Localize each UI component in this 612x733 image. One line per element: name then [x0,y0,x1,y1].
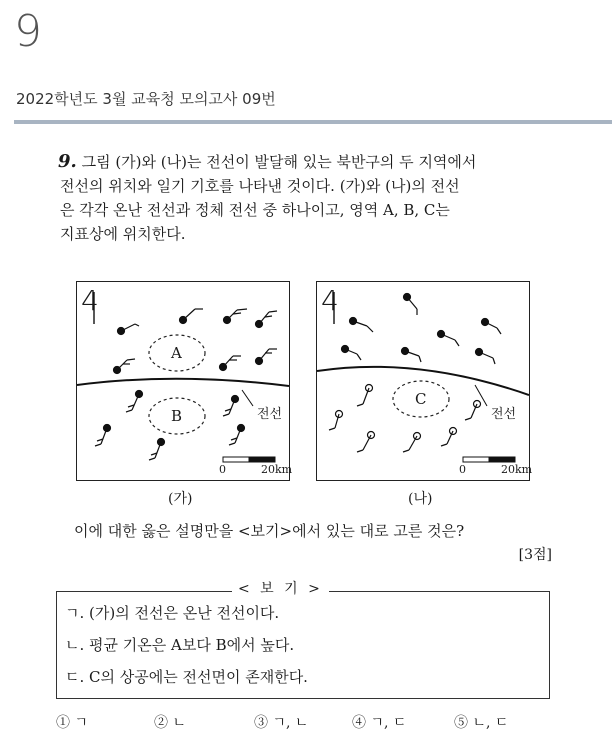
north-mark: 4 [81,284,99,317]
prompt: 이에 대한 옳은 설명만을 <보기>에서 있는 대로 고른 것은? [74,522,465,540]
choice-5[interactable]: ⑤ ㄴ, ㄷ [454,715,509,731]
front-label: 전선 [491,407,517,422]
scale-bar-black [249,457,275,462]
north-mark: 4 [321,284,339,317]
bogi-item-1: ㄱ. (가)의 전선은 온난 전선이다. [65,604,280,622]
front-line [77,379,289,386]
scale-zero: 0 [219,463,226,476]
scale-end: 20km [501,463,533,476]
choice-2[interactable]: ② ㄴ [154,715,186,731]
scale-zero: 0 [459,463,466,476]
weather-symbols-north [114,309,278,374]
exam-title: 2022학년도 3월 교육청 모의고사 09번 [16,90,276,108]
problem-number: 9 [14,6,43,57]
scale-bar-white [463,457,489,462]
choice-3[interactable]: ③ ㄱ, ㄴ [254,715,309,731]
bogi-title: < 보 기 > [232,578,329,598]
region-a-label: A [171,344,182,362]
question-number: 9. [58,151,77,172]
weather-symbols-south [95,391,245,461]
scale-bar-white [223,457,249,462]
caption-ga: (가) [168,491,193,507]
map-na-svg [317,282,529,480]
choice-4[interactable]: ④ ㄱ, ㄷ [352,715,407,731]
bogi-box [56,591,550,699]
question-line-2: 전선의 위치와 일기 기호를 나타낸 것이다. (가)와 (나)의 전선 [60,177,460,195]
front-leader [242,390,253,406]
caption-na: (나) [408,491,433,507]
bogi-item-2: ㄴ. 평균 기온은 A보다 B에서 높다. [65,636,295,654]
front-label: 전선 [257,407,283,422]
map-ga-svg [77,282,289,480]
region-b-label: B [171,407,183,425]
choice-1[interactable]: ① ㄱ [56,715,88,731]
region-c-label: C [415,390,427,408]
points: [3점] [518,547,552,563]
map-ga [76,281,293,481]
scale-bar-black [489,457,515,462]
question-line-4: 지표상에 위치한다. [60,225,186,243]
map-na [316,281,533,481]
question-line-1: 그림 (가)와 (나)는 전선이 발달해 있는 북반구의 두 지역에서 [81,153,477,171]
scale-end: 20km [261,463,293,476]
bogi-item-3: ㄷ. C의 상공에는 전선면이 존재한다. [65,668,308,686]
question-text [58,150,558,246]
weather-symbols-north [342,294,502,365]
question-line-3: 은 각각 온난 전선과 정체 전선 중 하나이고, 영역 A, B, C는 [60,201,450,219]
divider [14,120,612,124]
